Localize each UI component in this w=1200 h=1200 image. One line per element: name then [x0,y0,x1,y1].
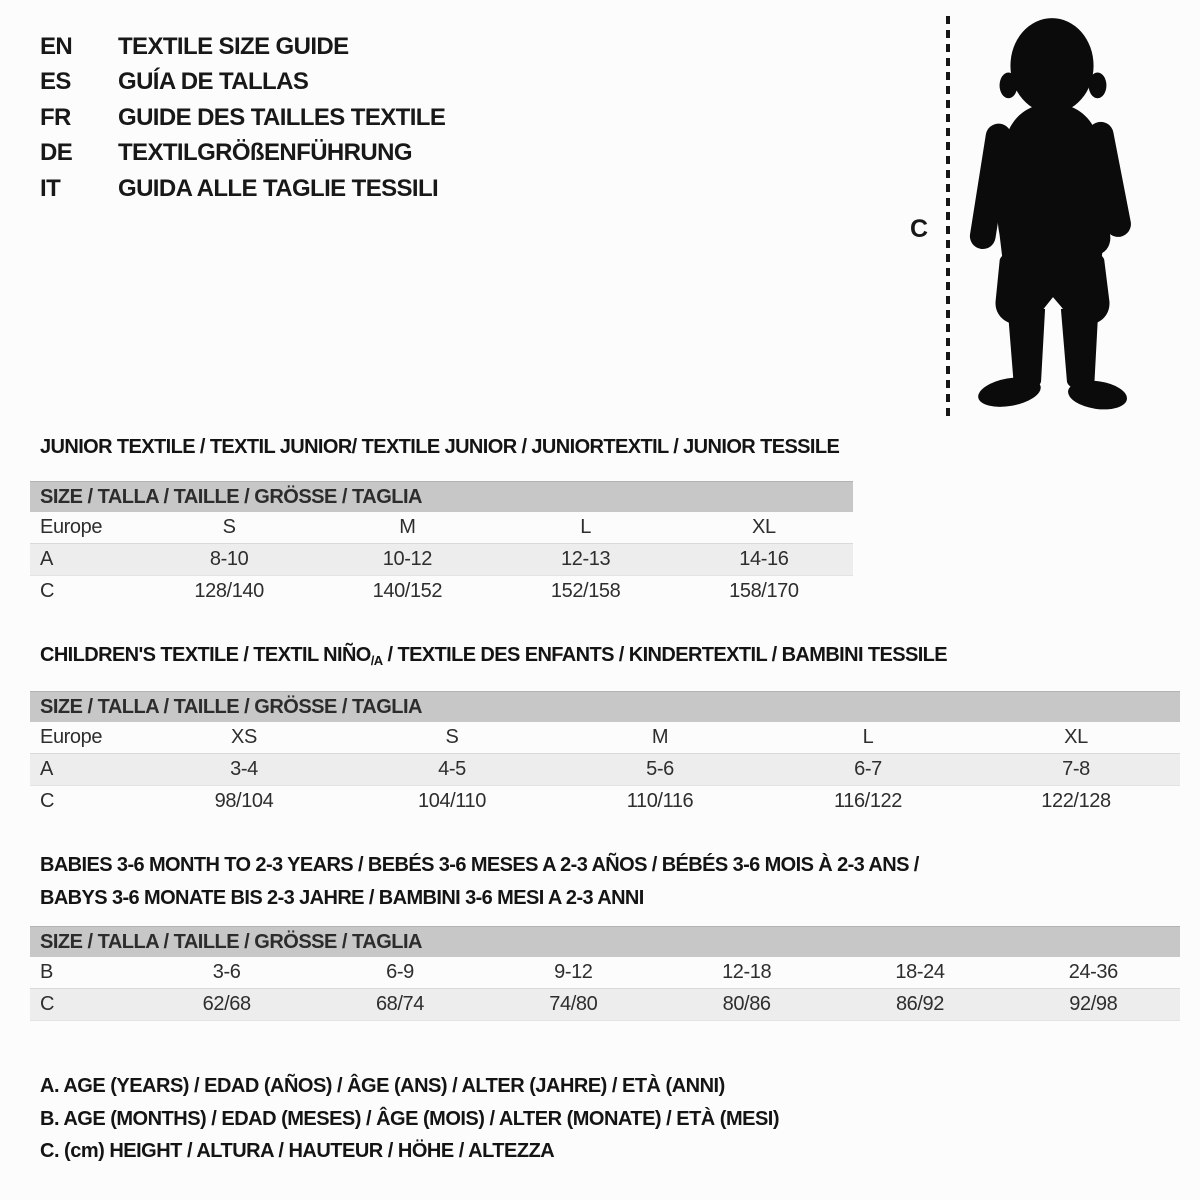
table-cell: L [862,726,874,748]
table-row [30,786,1180,817]
table-row [30,753,1180,786]
table-cell: 12-18 [722,961,772,983]
table-row [30,512,853,543]
row-label: Europe [40,726,103,748]
table-cell: 62/68 [202,993,251,1015]
table-cell: 7-8 [1062,758,1090,780]
table-cell: 24-36 [1068,961,1118,983]
table-cell: S [445,726,459,748]
row-label: C [40,790,55,812]
list-item [40,136,445,172]
table-cell: XS [231,726,257,748]
babies-size-table [30,926,1180,1021]
table-cell: M [399,516,416,538]
table-cell: 158/170 [729,580,799,602]
legend-line-c: C. (cm) HEIGHT / ALTURA / HAUTEUR / HÖHE / ALTEZZA [40,1140,555,1162]
language-code: FR [40,103,71,131]
table-cell: 116/122 [833,790,902,812]
row-label: A [40,548,53,570]
row-label: C [40,580,55,602]
table-row [30,957,1180,988]
language-code: EN [40,32,73,60]
babies-title-line1: BABIES 3-6 MONTH TO 2-3 YEARS / BEBÉS 3-6 MESES A 2-3 AÑOS / BÉBÉS 3-6 MOIS À 2-3 ANS / [40,854,919,876]
table-cell: 8-10 [209,548,249,570]
list-item [40,171,445,207]
children-section-title [40,643,947,673]
table-cell: 6-7 [854,758,882,780]
measure-legend [40,1070,779,1168]
table-row [30,543,853,576]
table-cell: 80/86 [722,993,771,1015]
table-cell: M [651,726,669,748]
table-cell: 86/92 [895,993,944,1015]
guide-title: GUIDA ALLE TAGLIE TESSILI [118,174,439,202]
table-cell: 152/158 [550,580,621,602]
table-cell: 18-24 [895,961,945,983]
table-cell: 140/152 [372,580,443,602]
language-code: IT [40,174,61,202]
row-label: C [40,993,55,1015]
size-table-header: SIZE / TALLA / TAILLE / GRÖSSE / TAGLIA [30,481,853,512]
children-title-pre: CHILDREN'S TEXTILE / TEXTIL NIÑO [40,644,371,666]
language-title-list [40,29,445,207]
list-item [40,65,445,101]
list-item [40,100,445,136]
babies-section-title [40,849,919,915]
table-cell: S [222,516,236,538]
table-cell: 3-6 [212,961,241,983]
table-row [30,722,1180,753]
children-title-subscript: /A [370,653,383,668]
children-title-post: / TEXTILE DES ENFANTS / KINDERTEXTIL / BAMBINI TESSILE [382,644,948,666]
table-cell: 110/116 [626,790,694,812]
table-cell: XL [752,516,776,538]
size-table-header: SIZE / TALLA / TAILLE / GRÖSSE / TAGLIA [30,926,1180,957]
row-label: A [40,758,53,780]
guide-title: TEXTILGRÖßENFÜHRUNG [118,139,412,167]
table-cell: 92/98 [1069,993,1118,1015]
row-label: B [40,961,53,983]
guide-title: GUÍA DE TALLAS [118,68,309,96]
table-row [30,988,1180,1021]
height-dashed-line [946,16,950,418]
table-cell: 128/140 [194,580,264,602]
babies-title-line2: BABYS 3-6 MONATE BIS 2-3 JAHRE / BAMBINI 3-6 MESI A 2-3 ANNI [40,887,644,909]
table-cell: L [580,516,591,538]
table-cell: 68/74 [375,993,425,1015]
table-cell: 104/110 [417,790,486,812]
table-cell: 74/80 [549,993,598,1015]
table-cell: 5-6 [646,758,674,780]
guide-title: GUIDE DES TAILLES TEXTILE [118,103,446,131]
list-item [40,29,445,65]
table-cell: 6-9 [386,961,414,983]
table-cell: 122/128 [1041,790,1111,812]
junior-size-table [30,481,853,607]
language-code: ES [40,68,71,96]
toddler-silhouette-icon [958,12,1146,420]
junior-section-title: JUNIOR TEXTILE / TEXTIL JUNIOR/ TEXTILE JUNIOR / JUNIORTEXTIL / JUNIOR TESSILE [40,436,840,458]
legend-line-a: A. AGE (YEARS) / EDAD (AÑOS) / ÂGE (ANS) / ALTER (JAHRE) / ETÀ (ANNI) [40,1075,725,1097]
table-row [30,576,853,607]
children-size-table [30,691,1180,817]
table-cell: 98/104 [214,790,274,812]
table-cell: 12-13 [561,548,611,570]
guide-title: TEXTILE SIZE GUIDE [118,32,349,60]
legend-line-b: B. AGE (MONTHS) / EDAD (MESES) / ÂGE (MOIS) / ALTER (MONATE) / ETÀ (MESI) [40,1107,780,1130]
size-table-header: SIZE / TALLA / TAILLE / GRÖSSE / TAGLIA [30,691,1180,722]
table-cell: 14-16 [739,548,789,570]
language-code: DE [40,139,73,167]
table-cell: 10-12 [382,548,432,570]
table-cell: 3-4 [230,758,258,780]
table-cell: 9-12 [554,961,593,983]
height-measure-label: C [910,215,929,243]
table-cell: XL [1064,726,1088,748]
table-cell: 4-5 [438,758,466,780]
row-label: Europe [40,516,103,538]
